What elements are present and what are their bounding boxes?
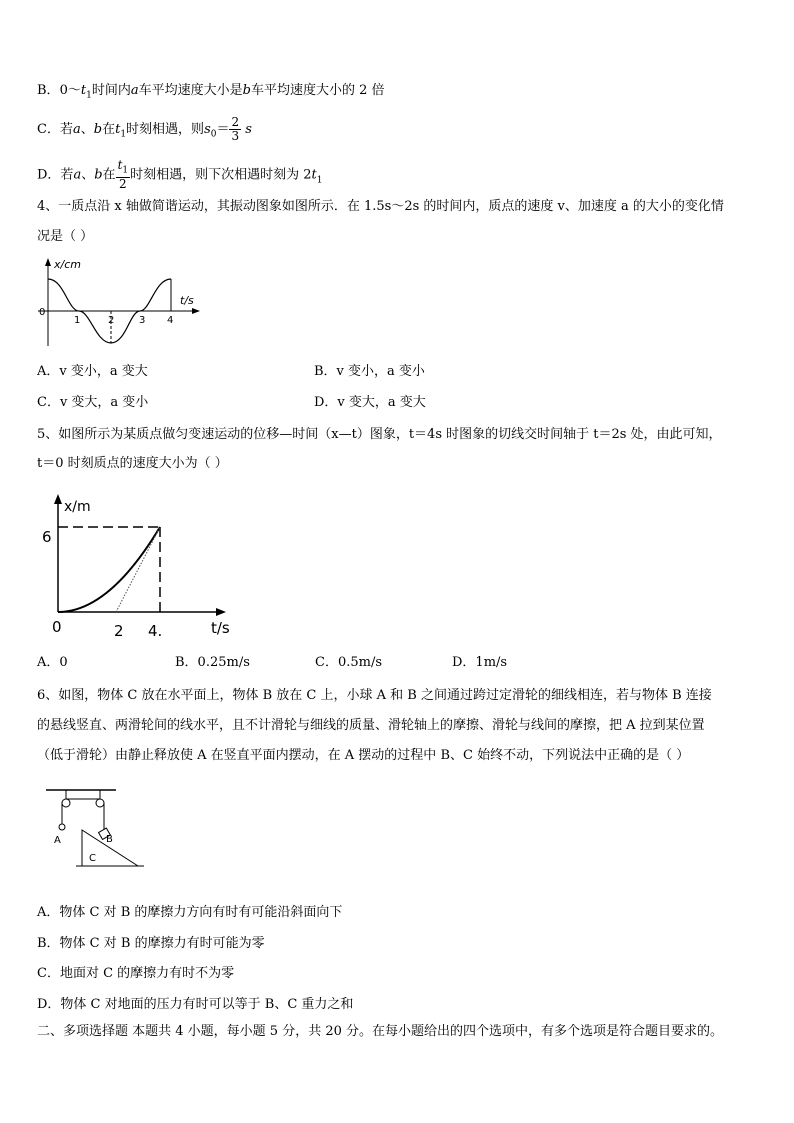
q3-option-b: B．$0\sim t_1$时间内a车平均速度大小是b车平均速度大小的 2 倍 — [37, 83, 385, 101]
q4-origin: 0 — [39, 307, 46, 318]
q5-origin: 0 — [52, 618, 62, 636]
q5-option-d: D．1m/s — [452, 655, 508, 670]
q4-ylabel: x/cm — [54, 258, 81, 271]
q4-stem-line1: 4、一质点沿 x 轴做简谐运动，其振动图象如图所示．在 1.5s～2s 的时间内，质点的速度 v、加速度 a 的大小的变化情 — [37, 199, 724, 214]
q6-label-c: C — [89, 853, 96, 864]
q4-xlabel: t/s — [180, 294, 194, 307]
q5-xlabel: t/s — [211, 619, 230, 637]
q6-label-a: A — [54, 835, 61, 846]
fraction-two-thirds: $\frac{2}{3}$ — [231, 115, 240, 143]
q4-stem-line2: 况是（ ） — [37, 229, 94, 244]
q5-stem-line2: t＝0 时刻质点的速度大小为（ ） — [37, 456, 228, 471]
q4-tick-2: 2 — [108, 315, 115, 326]
q4-tick-1: 1 — [74, 315, 81, 326]
q4-oscillation-graph — [34, 256, 204, 348]
q5-stem-line1: 5、如图所示为某质点做匀变速运动的位移—时间（x—t）图象，t＝4s 时图象的切线交时间轴于 t＝2s 处，由此可知， — [37, 427, 722, 442]
section-2-heading: 二、多项选择题 本题共 4 小题，每小题 5 分，共 20 分。在每小题给出的四个选项中，有多个选项是符合题目要求的。 — [37, 1024, 724, 1039]
q6-option-c: C．地面对 C 的摩擦力有时不为零 — [37, 966, 235, 981]
q6-option-b: B．物体 C 对 B 的摩擦力有时可能为零 — [37, 936, 265, 951]
q6-stem-line3: （低于滑轮）由静止释放使 A 在竖直平面内摆动，在 A 摆动的过程中 B、C 始终不动，下列说法中正确的是（ ） — [37, 748, 690, 763]
q5-option-c: C．0.5m/s — [315, 655, 382, 670]
q5-y-tick-6: 6 — [42, 528, 52, 546]
q3-option-d: D．若a、b在 $\frac{t_1}{2}$ 时刻相遇，则下次相遇时刻为 $2t_1$ — [37, 158, 323, 192]
q6-option-d: D．物体 C 对地面的压力有时可以等于 B、C 重力之和 — [37, 997, 354, 1012]
q4-option-d: D．v 变大，a 变大 — [314, 395, 426, 410]
fraction-t1-over-2: $\frac{t_1}{2}$ — [117, 158, 129, 192]
q5-option-a: A．0 — [37, 655, 68, 670]
q4-option-b: B．v 变小，a 变小 — [314, 364, 425, 379]
q4-tick-3: 3 — [139, 315, 146, 326]
q4-option-a: A．v 变小，a 变大 — [37, 364, 148, 379]
q4-tick-4: 4 — [167, 315, 174, 326]
q6-label-b: B — [106, 834, 113, 845]
q3-option-c: C．若a、b在$t_1$时刻相遇，则$s_0=$ $\frac{2}{3}$ s — [37, 115, 252, 143]
q6-option-a: A．物体 C 对 B 的摩擦力方向有时有可能沿斜面向下 — [37, 905, 343, 920]
q5-x-tick-4: 4. — [148, 622, 163, 640]
q6-pulley-figure — [40, 786, 150, 872]
q6-stem-line2: 的悬线竖直、两滑轮间的线水平，且不计滑轮与细线的质量、滑轮轴上的摩擦、滑轮与线间的摩擦，把 A 拉到某位置 — [37, 718, 705, 733]
q5-ylabel: x/m — [64, 499, 91, 515]
q4-option-c: C．v 变大，a 变小 — [37, 395, 149, 410]
q5-x-tick-2: 2 — [114, 622, 124, 640]
q5-position-time-graph — [36, 490, 248, 640]
q6-stem-line1: 6、如图，物体 C 放在水平面上，物体 B 放在 C 上，小球 A 和 B 之间通过跨过定滑轮的细线相连，若与物体 B 连接 — [37, 688, 712, 703]
q5-option-b: B．0.25m/s — [175, 655, 250, 670]
